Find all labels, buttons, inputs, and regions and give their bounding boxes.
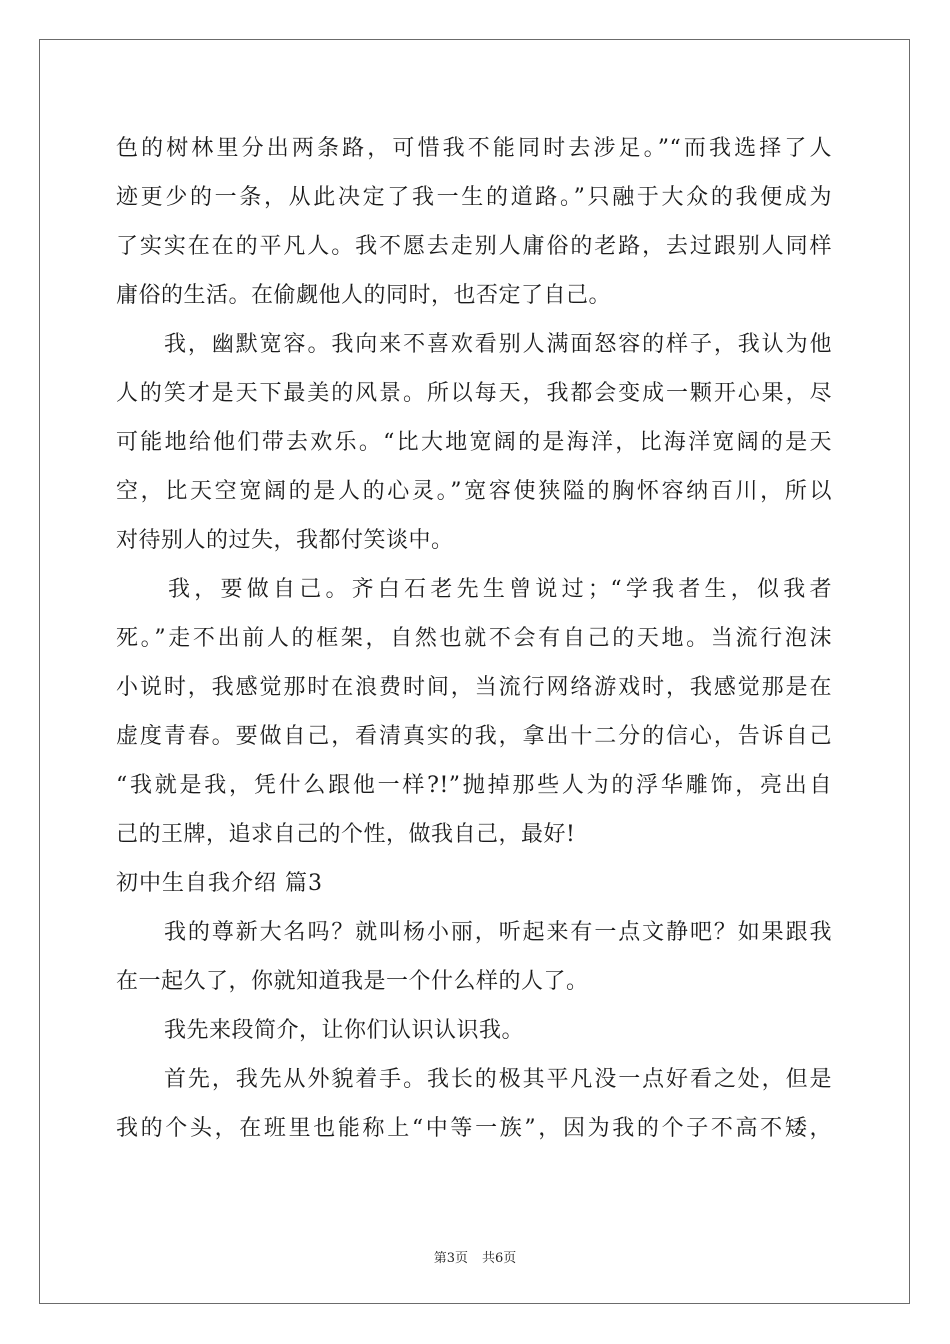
text-line: 虚度青春。要做自己，看清真实的我，拿出十二分的信心，告诉自己 [116, 724, 832, 749]
paragraph-first-line: 首先，我先从外貌着手。我长的极其平凡没一点好看之处，但是 [164, 1067, 832, 1092]
text-line: 人的笑才是天下最美的风景。所以每天，我都会变成一颗开心果，尽 [116, 381, 832, 406]
text-line: 迹更少的一条，从此决定了我一生的道路。”只融于大众的我便成为 [116, 185, 832, 210]
text-line: 空，比天空宽阔的是人的心灵。”宽容使狭隘的胸怀容纳百川，所以 [116, 479, 832, 504]
paragraph-first-line: 我先来段简介，让你们认识认识我。 [164, 1018, 525, 1043]
text-line: 小说时，我感觉那时在浪费时间，当流行网络游戏时，我感觉那是在 [116, 675, 832, 700]
paragraph-first-line: 我，要做自己。齐白石老先生曾说过；“学我者生，似我者 [168, 577, 832, 602]
page-number: 第3页 [433, 1251, 468, 1266]
text-line: 在一起久了，你就知道我是一个什么样的人了。 [116, 969, 589, 994]
paragraph-first-line: 我，幽默宽容。我向来不喜欢看别人满面怒容的样子，我认为他 [164, 332, 832, 357]
text-line: 可能地给他们带去欢乐。“比大地宽阔的是海洋，比海洋宽阔的是天 [116, 430, 832, 455]
page-footer [0, 1247, 950, 1266]
paragraph-first-line: 我的尊新大名吗？就叫杨小丽，听起来有一点文静吧？如果跟我 [164, 920, 832, 945]
text-line: 对待别人的过失，我都付笑谈中。 [116, 528, 454, 553]
text-line: 庸俗的生活。在偷觑他人的同时，也否定了自己。 [116, 283, 612, 308]
section-heading: 初中生自我介绍 篇3 [116, 871, 323, 896]
page-total: 共6页 [482, 1251, 517, 1266]
text-line: 死。”走不出前人的框架，自然也就不会有自己的天地。当流行泡沫 [116, 626, 832, 651]
text-line: 色的树林里分出两条路，可惜我不能同时去涉足。”“而我选择了人 [116, 136, 832, 161]
text-line: 我的个头，在班里也能称上“中等一族”，因为我的个子不高不矮， [116, 1116, 832, 1141]
text-line: 己的王牌，追求自己的个性，做我自己，最好! [116, 822, 576, 847]
document-body [116, 124, 832, 1153]
text-line: 了实实在在的平凡人。我不愿去走别人庸俗的老路，去过跟别人同样 [116, 234, 832, 259]
text-line: “我就是我，凭什么跟他一样?!”抛掉那些人为的浮华雕饰，亮出自 [116, 773, 832, 798]
